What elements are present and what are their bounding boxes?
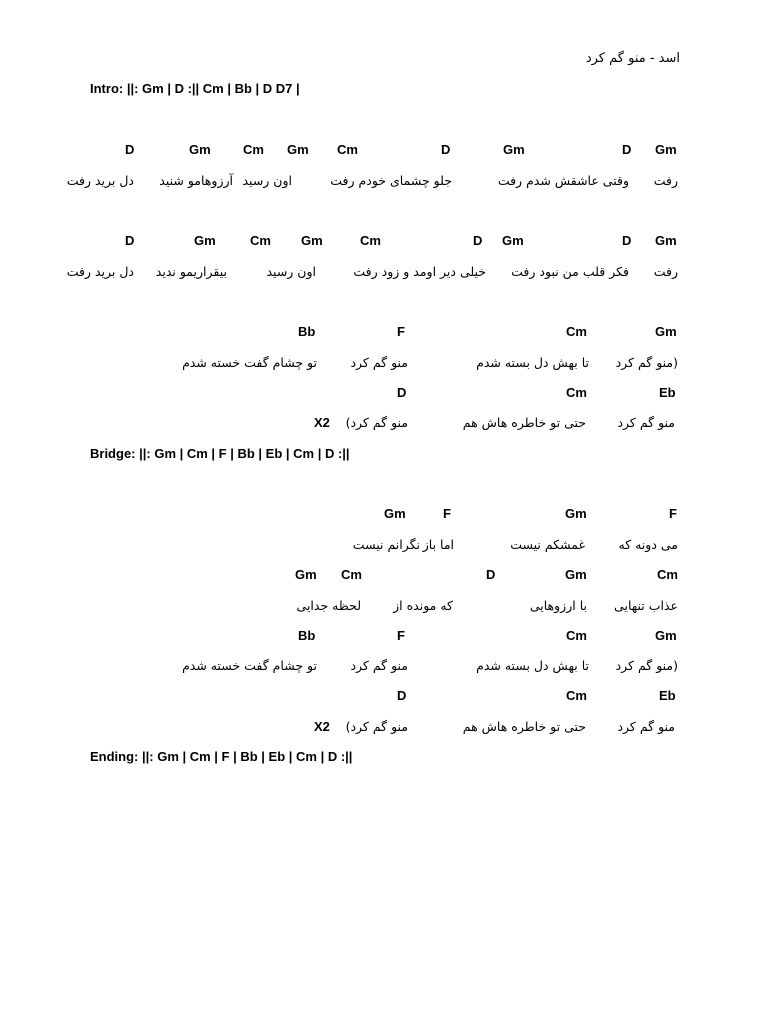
chord: Cm [360,233,381,248]
bridge-progression: Bridge: ||: Gm | Cm | F | Bb | Eb | Cm | D :|| [90,446,350,461]
chord: Gm [565,567,587,582]
chord: D [397,385,407,400]
lyric: منو گم کرد [617,415,675,430]
chord: D [486,567,496,582]
lyric: که مونده از [393,598,453,613]
lyric: (منو گم کرد [615,658,678,673]
lyric: حتی تو خاطره هاش هم [462,719,586,734]
lyric: تا بهش دل بسته شدم [476,658,589,673]
chord: Bb [298,628,316,643]
chord: Gm [287,142,309,157]
chord: Gm [301,233,323,248]
chord: Bb [298,324,316,339]
chord: Gm [655,628,677,643]
lyric: تو چشام گفت خسته شدم [182,355,317,370]
chord: D [397,688,407,703]
lyric: نگرانم نیست [352,537,420,552]
chord: D [622,233,632,248]
chord: Cm [341,567,362,582]
lyric: دل برید رفت [66,264,134,279]
chord: Gm [655,233,677,248]
lyric: فکر قلب من نبود رفت [511,264,629,279]
chord: Gm [194,233,216,248]
chord: D [125,142,135,157]
lyric: رفت [653,264,678,279]
lyric: خیلی دیر اومد و زود رفت [353,264,486,279]
chord: Cm [337,142,358,157]
lyric: غمشکم نیست [510,537,585,552]
chord: D [622,142,632,157]
chord: Gm [565,506,587,521]
lyric: منو گم کرد [617,719,675,734]
lyric: دل برید رفت [66,173,134,188]
ending-progression: Ending: ||: Gm | Cm | F | Bb | Eb | Cm | D :|| [90,749,353,764]
chord: D [473,233,483,248]
lyric: منو گم کرد [350,658,408,673]
lyric: لحظه جدایی [296,598,361,613]
lyric: تا بهش دل بسته شدم [476,355,589,370]
chord: F [443,506,451,521]
chord: Gm [295,567,317,582]
song-title: اسد - منو گم کرد [585,51,680,66]
lyric: (منو گم کرد [615,355,678,370]
lyric: آرزوهامو شنید [159,173,233,188]
chord: Gm [503,142,525,157]
chord: Cm [243,142,264,157]
chord: Gm [655,324,677,339]
lyric: حتی تو خاطره هاش هم [462,415,586,430]
lyric: عذاب تنهایی [614,598,678,613]
lyric: اون رسید [242,173,292,188]
intro-progression: Intro: ||: Gm | D :|| Cm | Bb | D D7 | [90,81,300,96]
chord: Eb [659,688,676,703]
chord: Gm [189,142,211,157]
lyric: اما باز [422,537,454,552]
chord: D [125,233,135,248]
chord: Cm [566,688,587,703]
chord: Cm [566,628,587,643]
chord: F [669,506,677,521]
lyric: منو گم کرد) [345,719,408,734]
lyric: منو گم کرد) [345,415,408,430]
chord: Gm [384,506,406,521]
chord: F [397,324,405,339]
lyric: منو گم کرد [350,355,408,370]
chord: Cm [250,233,271,248]
repeat-marker: X2 [314,719,330,734]
repeat-marker: X2 [314,415,330,430]
lyric: وقتی عاشقش شدم رفت [497,173,629,188]
lyric: جلو چشمای خودم رفت [330,173,452,188]
chord: Gm [655,142,677,157]
chord: Cm [657,567,678,582]
lyric: اون رسید [266,264,316,279]
chord: Cm [566,385,587,400]
lyric: بیقراریمو ندید [155,264,227,279]
lyric: تو چشام گفت خسته شدم [182,658,317,673]
chord: Cm [566,324,587,339]
chord: D [441,142,451,157]
chord: Eb [659,385,676,400]
lyric: با ارزوهایی [529,598,587,613]
lyric: رفت [653,173,678,188]
chord: F [397,628,405,643]
lyric: می دونه که [618,537,678,552]
chord: Gm [502,233,524,248]
